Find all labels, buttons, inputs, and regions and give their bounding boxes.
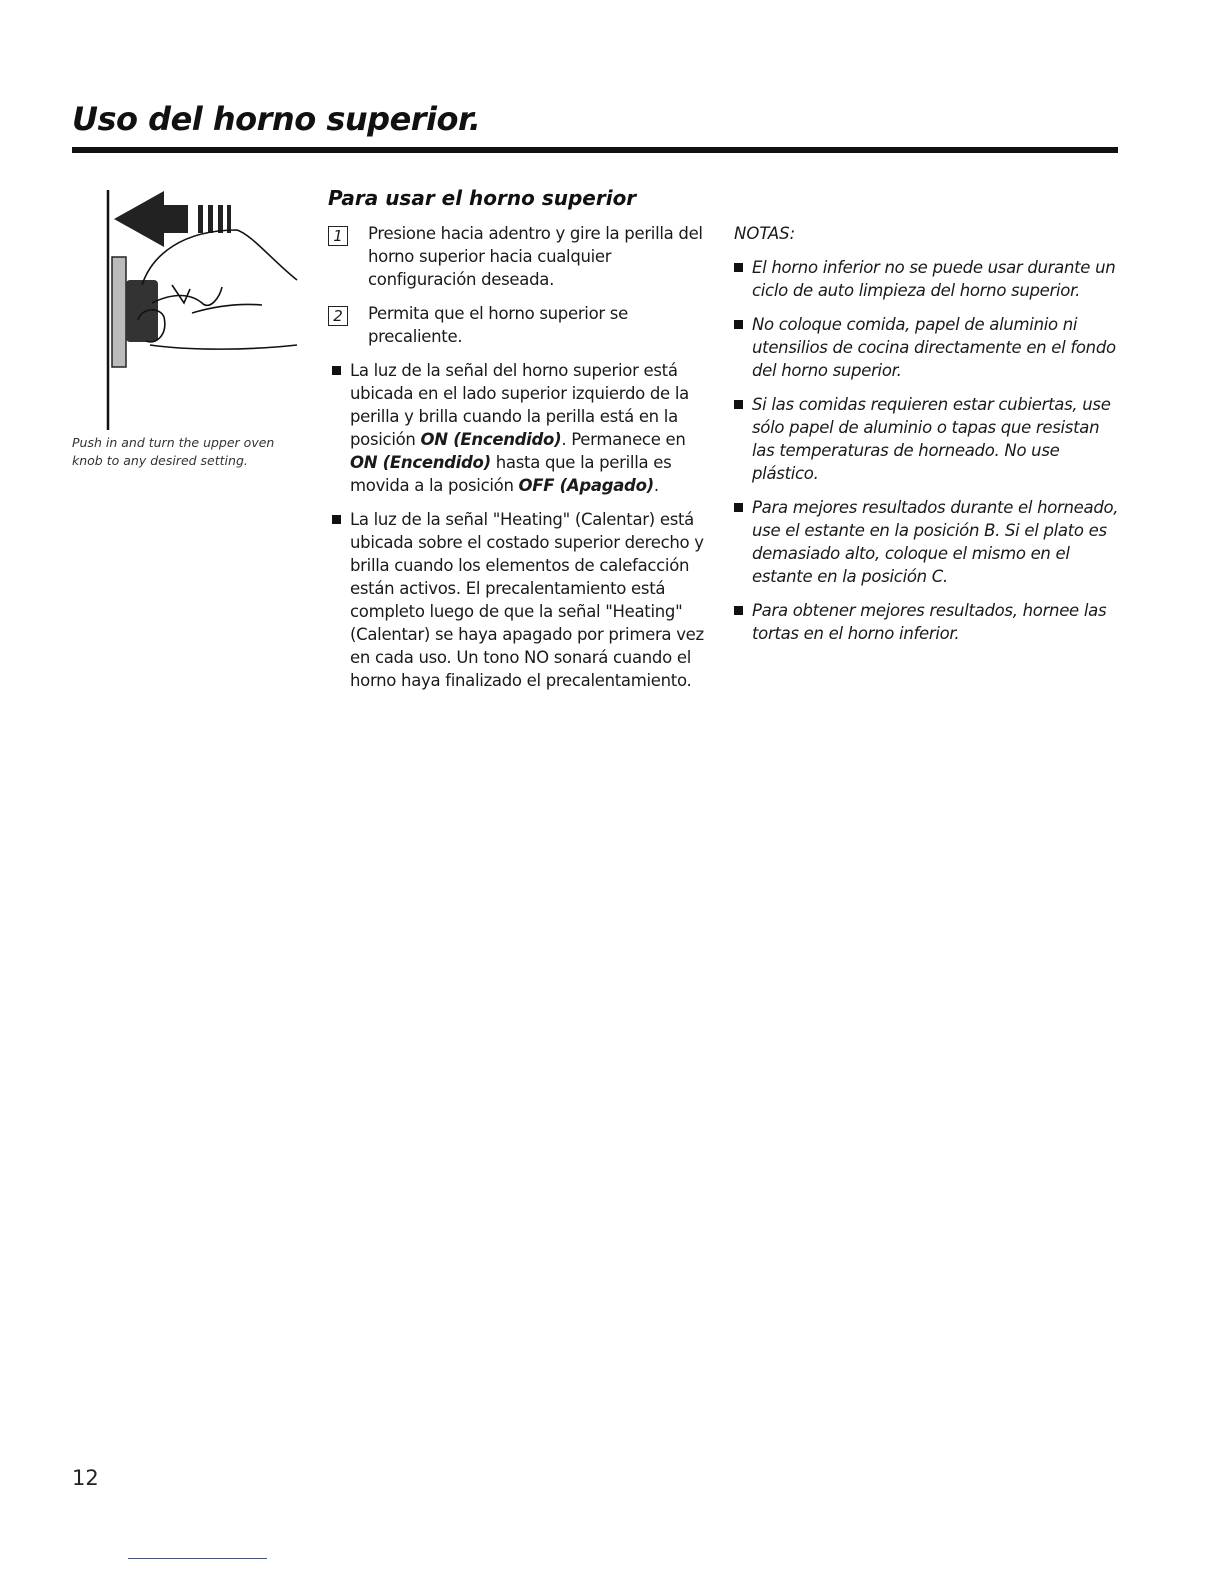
step-number-box: 2 bbox=[328, 306, 348, 326]
push-arrow-icon bbox=[114, 191, 231, 247]
note-item bbox=[734, 393, 1119, 485]
note-item bbox=[734, 313, 1119, 382]
hand-icon bbox=[138, 230, 297, 349]
bullet-square-icon bbox=[734, 320, 743, 329]
bullet-square-icon bbox=[734, 400, 743, 409]
title-rule bbox=[72, 147, 1118, 153]
bullet-square-icon bbox=[734, 263, 743, 272]
emphasis-on: ON (Encendido) bbox=[420, 430, 562, 449]
oven-knob bbox=[112, 257, 158, 367]
bullet-square-icon bbox=[734, 606, 743, 615]
step-item bbox=[328, 302, 710, 348]
note-text: Para obtener mejores resultados, hornee las tortas en el horno inferior. bbox=[752, 601, 1107, 643]
bullet-square-icon bbox=[332, 366, 341, 375]
bullet-item bbox=[328, 359, 710, 497]
step-text: Permita que el horno superior se precaliente. bbox=[368, 304, 628, 346]
emphasis-on: ON (Encendido) bbox=[350, 453, 491, 472]
page-number: 12 bbox=[72, 1466, 99, 1490]
note-item bbox=[734, 256, 1119, 302]
note-text: Para mejores resultados durante el horneado, use el estante en la posición B. Si el plato es demasiado alto, coloque el mismo en el estante en la posición C. bbox=[752, 498, 1119, 586]
notes-column bbox=[734, 222, 1119, 656]
note-text: No coloque comida, papel de aluminio ni utensilios de cocina directamente en el fondo del horno superior. bbox=[752, 315, 1116, 380]
step-number-box: 1 bbox=[328, 226, 348, 246]
section-heading: Para usar el horno superior bbox=[328, 186, 637, 210]
bullet-square-icon bbox=[332, 515, 341, 524]
text-run: La luz de la señal del horno superior está ubicada en el lado superior izquierdo de la perilla y brilla cuando la perilla está en la posición bbox=[350, 361, 689, 449]
emphasis-off: OFF (Apagado) bbox=[518, 476, 654, 495]
note-text: El horno inferior no se puede usar durante un ciclo de auto limpieza del horno superior. bbox=[752, 258, 1116, 300]
text-run: . Permanece en bbox=[561, 430, 686, 449]
text-run: . bbox=[653, 476, 659, 495]
bullet-square-icon bbox=[734, 503, 743, 512]
text-run: hasta que la perilla es movida a la posición bbox=[350, 453, 672, 495]
step-text: Presione hacia adentro y gire la perilla del horno superior hacia cualquier configuración deseada. bbox=[368, 224, 703, 289]
instructions-column bbox=[328, 222, 710, 703]
bullet-text bbox=[350, 359, 710, 497]
note-item bbox=[734, 599, 1119, 645]
note-item bbox=[734, 496, 1119, 588]
page-title: Uso del horno superior. bbox=[72, 100, 481, 138]
figure-caption: Push in and turn the upper oven knob to any desired setting. bbox=[72, 435, 275, 468]
note-text: Si las comidas requieren estar cubiertas, use sólo papel de aluminio o tapas que resistan las temperaturas de horneado. No use plástico. bbox=[752, 395, 1111, 483]
bullet-text: La luz de la señal "Heating" (Calentar) está ubicada sobre el costado superior derecho y brilla cuando los elementos de calefacción están activos. El precalentamiento está completo luego de que la señal "Heating" (Calentar) se haya apagado por primera vez en cada uso. Un tono NO sonará cuando el horno haya finalizado el precalentamiento. bbox=[350, 510, 704, 690]
footer-rule bbox=[128, 1558, 267, 1559]
step-item bbox=[328, 222, 710, 291]
notes-label: NOTAS: bbox=[734, 224, 796, 243]
oven-knob-illustration bbox=[72, 185, 302, 435]
bullet-item bbox=[328, 508, 710, 692]
